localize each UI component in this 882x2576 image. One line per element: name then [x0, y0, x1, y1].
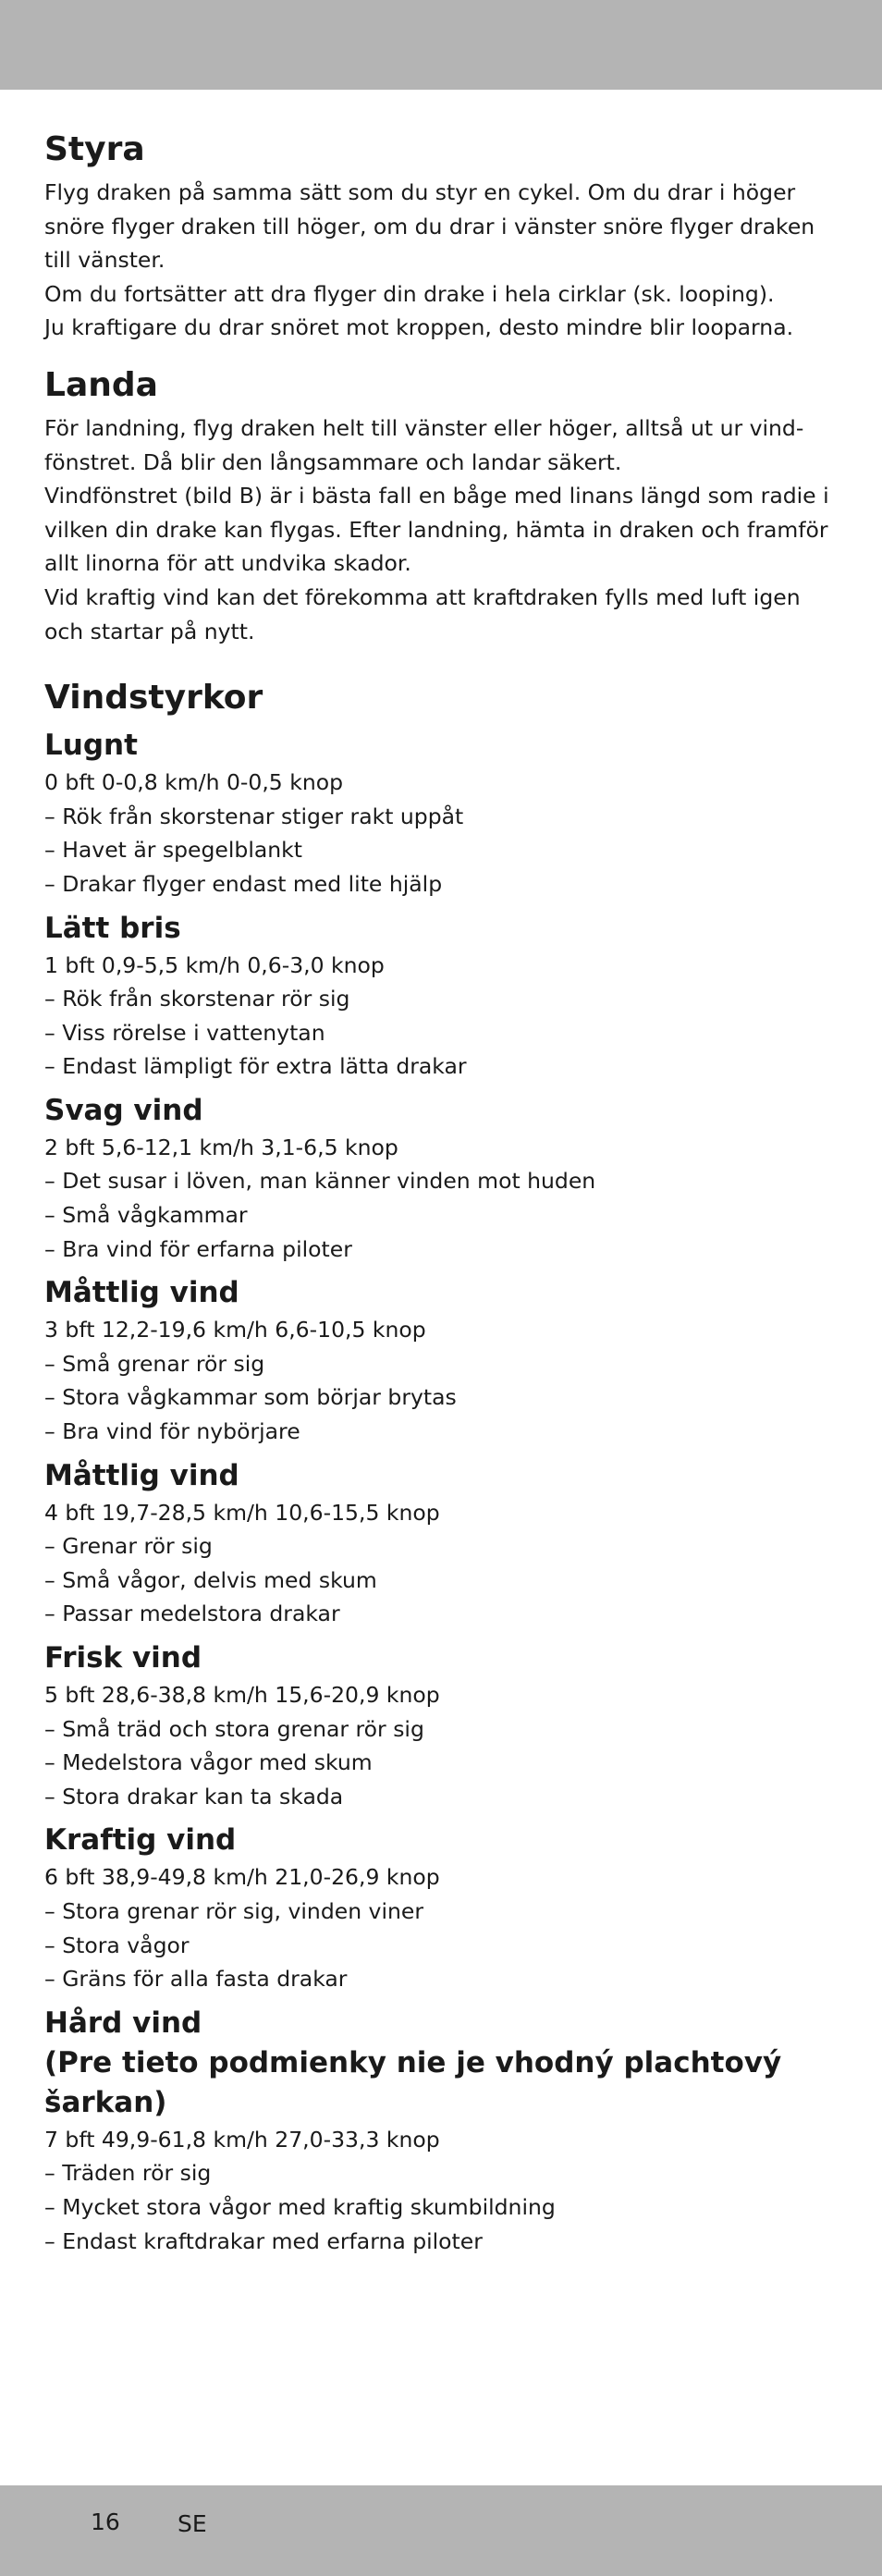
- wind-level-bullet: – Passar medelstora drakar: [44, 1601, 340, 1627]
- wind-level-speed: 6 bft 38,9-49,8 km/h 21,0-26,9 knop: [44, 1864, 440, 1891]
- wind-level-4: [44, 1456, 841, 1631]
- wind-level-speed: 7 bft 49,9-61,8 km/h 27,0-33,3 knop: [44, 2126, 440, 2153]
- wind-level-title: Hård vind: [44, 2006, 202, 2040]
- page-number: 16: [91, 2509, 120, 2535]
- wind-level-bullet: – Gräns för alla fasta drakar: [44, 1966, 348, 1993]
- language-code: SE: [178, 2510, 207, 2537]
- heading-styra: Styra: [44, 130, 145, 168]
- wind-level-bullet: – Träden rör sig: [44, 2160, 212, 2187]
- wind-level-bullet: – Bra vind för nybörjare: [44, 1418, 300, 1445]
- wind-level-bullet: – Stora grenar rör sig, vinden viner: [44, 1897, 424, 1924]
- wind-level-title: Måttlig vind: [44, 1458, 239, 1492]
- wind-level-speed: 5 bft 28,6-38,8 km/h 15,6-20,9 knop: [44, 1682, 440, 1708]
- wind-level-bullet: – Rök från skorstenar stiger rakt uppåt: [44, 803, 464, 829]
- wind-level-bullet: – Endast lämpligt för extra lätta drakar: [44, 1053, 467, 1080]
- wind-level-bullet: – Mycket stora vågor med kraftig skumbildning: [44, 2193, 556, 2220]
- wind-level-title: Svag vind: [44, 1093, 203, 1127]
- wind-level-speed: 4 bft 19,7-28,5 km/h 10,6-15,5 knop: [44, 1499, 440, 1526]
- heading-vindstyrkor: Vindstyrkor: [44, 679, 263, 718]
- wind-level-speed: 3 bft 12,2-19,6 km/h 6,6-10,5 knop: [44, 1317, 426, 1343]
- landa-paragraph-3: Vid kraftig vind kan det förekomma att kraftdraken fylls med luft igen och startar på nytt.: [44, 583, 801, 644]
- wind-level-bullet: – Grenar rör sig: [44, 1533, 213, 1560]
- wind-level-bullet: – Endast kraftdrakar med erfarna piloter: [44, 2227, 483, 2254]
- wind-level-speed: 2 bft 5,6-12,1 km/h 3,1-6,5 knop: [44, 1134, 398, 1160]
- styra-paragraph-1: Flyg draken på samma sätt som du styr en cykel. Om du drar i höger snöre flyger draken till höger, om du drar i vänster snöre flyger draken till vänster.: [44, 179, 815, 274]
- landa-paragraph-2: Vindfönstret (bild B) är i bästa fall en båge med linans längd som radie i vilken din drake kan flygas. Efter landning, hämta in draken och framför allt linorna för att undvika skador.: [44, 483, 829, 577]
- wind-level-bullet: – Små vågor, delvis med skum: [44, 1566, 377, 1593]
- wind-level-bullet: – Stora vågor: [44, 1932, 190, 1958]
- wind-level-bullet: – Stora drakar kan ta skada: [44, 1783, 344, 1809]
- wind-level-0: [44, 726, 841, 901]
- wind-level-1: [44, 909, 841, 1084]
- page-footer: [91, 2504, 207, 2541]
- heading-landa: Landa: [44, 365, 158, 404]
- wind-level-5: [44, 1638, 841, 1813]
- wind-level-6: [44, 1821, 841, 1995]
- landa-paragraph-1: För landning, flyg draken helt till vänster eller höger, alltså ut ur vind-fönstret. Då blir den långsammare och landar säkert.: [44, 414, 804, 475]
- wind-level-7: [44, 2004, 841, 2258]
- wind-level-bullet: – Medelstora vågor med skum: [44, 1749, 373, 1776]
- wind-level-3: [44, 1273, 841, 1448]
- wind-level-subtitle: (Pre tieto podmienky nie je vhodný plachtový šarkan): [44, 2045, 782, 2119]
- document-body: [44, 128, 841, 2258]
- wind-level-bullet: – Små träd och stora grenar rör sig: [44, 1715, 424, 1742]
- wind-level-speed: 1 bft 0,9-5,5 km/h 0,6-3,0 knop: [44, 951, 385, 978]
- wind-level-bullet: – Drakar flyger endast med lite hjälp: [44, 870, 443, 897]
- styra-paragraph-2: Om du fortsätter att dra flyger din drake i hela cirklar (sk. looping).: [44, 280, 775, 307]
- wind-level-bullet: – Små grenar rör sig: [44, 1350, 265, 1377]
- wind-level-speed: 0 bft 0-0,8 km/h 0-0,5 knop: [44, 769, 344, 796]
- footer-band: [0, 2485, 882, 2576]
- wind-level-2: [44, 1091, 841, 1266]
- wind-level-bullet: – Bra vind för erfarna piloter: [44, 1235, 352, 1262]
- wind-level-bullet: – Små vågkammar: [44, 1202, 248, 1229]
- wind-level-bullet: – Havet är spegelblankt: [44, 837, 302, 864]
- wind-level-title: Kraftig vind: [44, 1823, 237, 1858]
- wind-level-title: Lätt bris: [44, 911, 181, 945]
- wind-level-title: Frisk vind: [44, 1641, 202, 1674]
- wind-level-bullet: – Viss rörelse i vattenytan: [44, 1019, 325, 1046]
- wind-level-title: Lugnt: [44, 729, 138, 763]
- wind-level-bullet: – Rök från skorstenar rör sig: [44, 986, 350, 1012]
- wind-level-bullet: – Det susar i löven, man känner vinden mot huden: [44, 1168, 596, 1195]
- wind-level-bullet: – Stora vågkammar som börjar brytas: [44, 1384, 457, 1411]
- wind-level-title: Måttlig vind: [44, 1276, 239, 1310]
- styra-paragraph-3: Ju kraftigare du drar snöret mot kroppen, desto mindre blir looparna.: [44, 314, 794, 341]
- header-band: [0, 0, 882, 90]
